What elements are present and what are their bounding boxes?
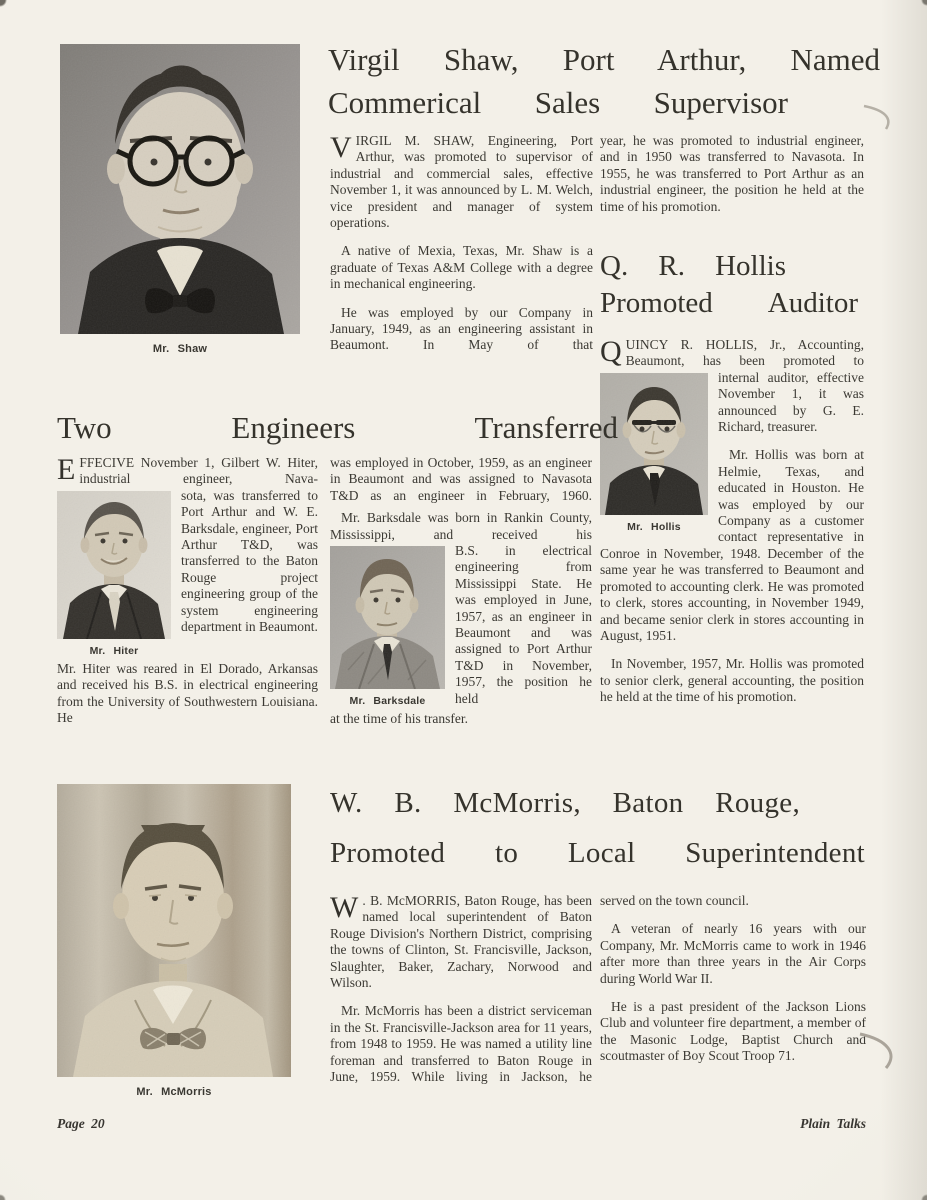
shaw-headline xyxy=(328,38,880,124)
barksdale-paragraph-2-end: at the time of his transfer. xyxy=(330,711,468,727)
mcmorris-dropcap: W xyxy=(330,891,359,924)
hollis-article xyxy=(600,248,864,718)
hiter-paragraph-2: Mr. Hiter was reared in El Dorado, Arkansas and received his B.S. in electrical engineering from the University of Southwestern Louisiana. He xyxy=(57,660,318,726)
hollis-dropcap: Q xyxy=(600,335,622,368)
engineers-paragraph-1-wrap: sota, was transferred to Port Arthur and W. E. Barksdale, engineer, Port Arthur T&D, was transferred to the Baton Rouge project engineering group of the system engineering department in Beaumont. xyxy=(181,487,318,635)
shaw-body-column-2 xyxy=(600,133,864,227)
hollis-photo-caption: Mr. Hollis xyxy=(627,520,681,533)
mcmorris-paragraph-5: He is a past president of the Jackson Lions Club and volunteer fire department, a member of the Masonic Lodge, Baptist Church and scoutmaster of Boy Scout Troop 71. xyxy=(600,999,866,1064)
shaw-paragraph-3: He was employed by our Company in January, 1949, as an engineering assistant in Beaumont. In May of that xyxy=(330,304,593,353)
mcmorris-paragraph-4: A veteran of nearly 16 years with our Company, Mr. McMorris came to work in 1946 after more than three years in the Air Corps during World War II. xyxy=(600,921,866,986)
footer-publication-name: Plain Talks xyxy=(800,1116,866,1131)
mcmorris-portrait-photo xyxy=(57,784,291,1077)
mcmorris-headline xyxy=(330,778,865,878)
shaw-paragraph-1-text: IRGIL M. SHAW, Engineering, Port Arthur, was promoted to supervisor of industrial and commercial sales, effective November 1, it was announced by L. M. Welch, vice president and manager of system operations. xyxy=(330,133,593,231)
engineers-headline: Two Engineers Transferred xyxy=(57,410,618,445)
barksdale-portrait-photo xyxy=(330,546,445,689)
mcmorris-headline-line2: Promoted to Local Superintendent xyxy=(330,837,865,869)
hollis-paragraph-2: Mr. Hollis was born at Helmie, Texas, and educated in Houston. He was employed by our Company as a customer contact representative in Conroe in November, 1948. December of the same year he was transferred to Beaumont and promoted to accounting clerk. He was promoted to clerk, stores accounting, in November 1949, and became senior clerk in stores accounting in August, 1951. xyxy=(600,447,864,643)
hollis-photo-figure xyxy=(600,373,708,534)
shaw-dropcap: V xyxy=(330,131,352,164)
shaw-paragraph-1 xyxy=(330,133,593,231)
shaw-headline-line2: Commerical Sales Supervisor xyxy=(328,85,788,120)
hollis-paragraph-3: In November, 1957, Mr. Hollis was promoted to senior clerk, general accounting, the position he held at the time of his promotion. xyxy=(600,656,864,705)
engineers-column-2 xyxy=(330,455,592,739)
hollis-paragraph-1-wrap: internal auditor, effective November 1, it was announced by G. E. Richard, treasurer. xyxy=(718,369,864,435)
barksdale-photo-figure xyxy=(330,546,445,708)
page-curl-mark-top xyxy=(862,102,896,132)
mcmorris-paragraph-3: served on the town council. xyxy=(600,893,749,908)
hollis-headline-line1: Q. R. Hollis xyxy=(600,250,786,282)
mcmorris-photo-figure xyxy=(57,784,291,1099)
hollis-headline xyxy=(600,248,864,322)
mcmorris-photo-caption: Mr. McMorris xyxy=(136,1086,212,1098)
engineers-dropcap: E xyxy=(57,453,76,486)
shaw-portrait-photo xyxy=(60,44,300,334)
hollis-paragraph-1-lead xyxy=(600,337,864,370)
footer-page-number: Page 20 xyxy=(57,1116,105,1131)
shaw-paragraph-2: A native of Mexia, Texas, Mr. Shaw is a graduate of Texas A&M College with a degree in mechanical engineering. xyxy=(330,243,593,292)
hiter-photo-figure xyxy=(57,491,171,658)
engineers-column-1 xyxy=(57,455,318,738)
hollis-body xyxy=(600,337,864,706)
engineers-paragraph-1-lead xyxy=(57,455,318,488)
barksdale-paragraph-1: was employed in October, 1959, as an engineer in Beaumont and was assigned to Navasota T&D as an engineer in February, 1960. xyxy=(330,455,592,503)
shaw-headline-line1: Virgil Shaw, Port Arthur, Named xyxy=(328,42,880,77)
shaw-paragraph-4: year, he was promoted to industrial engineer, and in 1950 was transferred to Navasota. In 1955, he was transferred to Port Arthur as an industrial engineer, the position he held at the time of his promotion. xyxy=(600,133,864,214)
shaw-photo-figure xyxy=(60,44,300,356)
mcmorris-paragraph-1-text: . B. McMORRIS, Baton Rouge, has been named local superintendent of Baton Rouge Division's Northern District, comprising the towns of Clinton, St. Francisville, Jackson, Slaughter, Baker, Zachary, Norwood and Wilson. xyxy=(330,893,592,991)
mcmorris-column-1 xyxy=(330,893,592,1097)
mcmorris-paragraph-2: Mr. McMorris has been a district serviceman in the St. Francisville-Jackson area for 11 years, from 1948 to 1959. He was named a utility line foreman and transferred to Baton Rouge in June, 1959. While living in Jackson, he xyxy=(330,1003,592,1085)
engineers-paragraph-1-lead-text: FFECIVE November 1, Gilbert W. Hiter, industrial engineer, Nava- xyxy=(79,455,318,487)
barksdale-paragraph-2-lead: Mr. Barksdale was born in Rankin County, Mississippi, and received his xyxy=(330,510,592,542)
hiter-photo-caption: Mr. Hiter xyxy=(89,644,139,657)
shaw-photo-caption: Mr. Shaw xyxy=(152,343,208,355)
hiter-portrait-photo xyxy=(57,491,171,639)
hollis-paragraph-1-lead-text: UINCY R. HOLLIS, Jr., Accounting, Beaumont, has been promoted to xyxy=(625,337,864,369)
barksdale-photo-caption: Mr. Barksdale xyxy=(349,695,426,708)
mcmorris-column-2 xyxy=(600,893,866,1077)
page-curl-mark-bottom xyxy=(856,1026,902,1072)
hollis-headline-line2: Promoted Auditor xyxy=(600,287,858,319)
mcmorris-headline-line1: W. B. McMorris, Baton Rouge, xyxy=(330,787,800,819)
barksdale-paragraph-2-wrap: B.S. in electrical engineering from Mississippi State. He was employed in June, 1957, as an engineer in Beaumont and was assigned to Port Arthur T&D in November, 1957, the position he held xyxy=(455,543,592,706)
mcmorris-paragraph-1 xyxy=(330,893,592,991)
shaw-body-column-1 xyxy=(330,133,593,366)
